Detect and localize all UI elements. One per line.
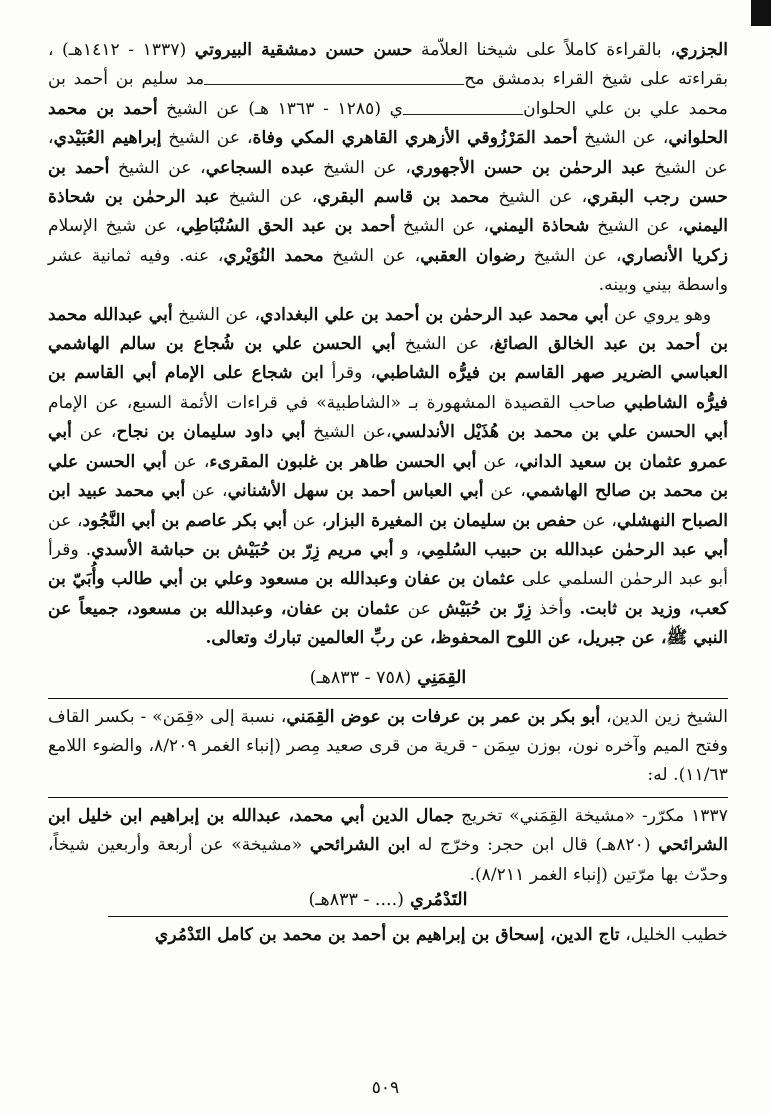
redacted-gap bbox=[204, 74, 464, 85]
name-bold: إبراهيم العُبَيْدي bbox=[53, 128, 162, 149]
text-run: ،عن الشيخ bbox=[313, 422, 392, 443]
name-bold: محمد النُوَيْري bbox=[223, 245, 324, 266]
text-run: ، عن bbox=[79, 422, 117, 443]
name-bold: أبي مريم زِرّ بن حُبَيْش بن حباشة الأسدي bbox=[91, 539, 394, 560]
tadmuri-bio-paragraph bbox=[48, 921, 728, 950]
name-bold: تاج الدين، إسحاق بن إبراهيم بن أحمد بن محمد بن كامل التَدْمُري bbox=[154, 924, 620, 945]
text-run: ، عن الشيخ bbox=[323, 157, 411, 178]
text-run: ، عن الشيخ bbox=[168, 128, 253, 149]
chain-paragraph bbox=[48, 301, 728, 654]
text-run: ، عن الشيخ bbox=[178, 304, 261, 325]
name-bold: عبد الرحمٰن بن حسن الأجهوري bbox=[410, 157, 646, 178]
name-bold: أبي عمرو عثمان بن سعيد الداني bbox=[48, 422, 728, 472]
text-run: (١٣٣٧ - ١٤١٢هـ) ، بقراءته على شيخ القراء بدمشق مح bbox=[48, 40, 728, 90]
text-run: ، عن bbox=[173, 451, 210, 472]
name-bold: عبد الرحمٰن بن شحاذة اليمني bbox=[48, 187, 728, 237]
qamani-entry-paragraph bbox=[48, 802, 728, 890]
name-bold: رضوان العقبي bbox=[420, 245, 526, 266]
intro-paragraph bbox=[48, 36, 728, 301]
text-run: ، عن bbox=[48, 510, 83, 531]
text-run: ، عن الشيخ bbox=[597, 216, 684, 237]
name-bold: أحمد بن عبد الحق السُنْبَاطِي bbox=[180, 216, 396, 237]
name-bold: أبي الحسن علي بن شُجاع بن سالم الهاشمي العباسي الضرير صهر القاسم بن فيرُّه الشاطبي bbox=[48, 334, 728, 384]
text-run: «مشيخة» عن أربعة وأربعين شيخاً، وحدّث بها مرّتين (إنباء الغمر ٨/٢١١). bbox=[48, 835, 728, 885]
name-bold: أحمد بن محمد الحلواني bbox=[48, 98, 728, 149]
name-bold: حفص بن سليمان بن المغيرة البزار bbox=[327, 510, 577, 531]
text-run: ، عن شيخ الإسلام bbox=[48, 216, 181, 237]
name-bold: عثمان بن عفان وعبدالله بن مسعود وعلي بن أبي طالب وأُبَيّ بن كعب، وزيد بن ثابت. bbox=[48, 569, 729, 619]
name-bold: ابن الشرائحي bbox=[309, 835, 411, 856]
name-bold: أبو بكر بن عمر بن عرفات بن عوض القِمَني bbox=[286, 706, 601, 727]
text-run: ، عن bbox=[582, 510, 617, 531]
name-bold: أحمد المَرْزُوقي الأزهري القاهري المكي وفاة bbox=[252, 128, 578, 149]
name-bold: أبي الحسن علي بن محمد بن صالح الهاشمي bbox=[48, 451, 729, 502]
text-run: مد سليم بن أحمد بن محمد علي بن علي الحلوان bbox=[48, 69, 729, 119]
text-run: الشيخ زين الدين، bbox=[606, 706, 728, 727]
text-run: ، عن الشيخ bbox=[584, 128, 669, 149]
name-bold: عثمان بن عفان، وعبدالله بن مسعود، جميعاً عن النبي ﷺ، عن جبريل، عن اللوح المحفوظ، عن ربِّ العالمين تبارك وتعالى. bbox=[48, 598, 728, 649]
book-page bbox=[48, 36, 728, 950]
name-bold: أبي محمد عبيد ابن الصباح النهشلي bbox=[48, 481, 728, 531]
text-run: ، عن الشيخ bbox=[117, 157, 206, 178]
redacted-gap bbox=[403, 104, 523, 115]
name-bold: أبي بكر عاصم بن أبي النَّجُود bbox=[82, 510, 288, 531]
text-run: ي (١٢٨٥ - ١٣٦٣ هـ) عن الشيخ bbox=[166, 98, 404, 119]
text-run: ١٣٣٧ مكرّر- «مشيخة القِمَني» تخريج bbox=[461, 805, 729, 826]
text-run: ، عن bbox=[490, 481, 526, 502]
section-title-tadmuri bbox=[48, 890, 728, 910]
section-title-dates: (.... - ٨٣٣هـ) bbox=[308, 889, 405, 910]
name-bold: شحاذة اليمني bbox=[489, 216, 590, 237]
section-divider bbox=[48, 698, 728, 699]
name-bold: زِرّ بن حُبَيْش bbox=[438, 598, 532, 619]
text-run: ، عن bbox=[483, 451, 520, 472]
text-run: ، عن الشيخ bbox=[533, 245, 622, 266]
name-bold: زكريا الأنصاري bbox=[621, 245, 729, 266]
entry-divider bbox=[48, 797, 728, 798]
text-run: صاحب القصيدة المشهورة بـ «الشاطبية» في قراءات الأئمة السبع، عن الإمام bbox=[48, 392, 616, 413]
text-run: ، عن الشيخ bbox=[48, 128, 728, 178]
name-bold: ابن شجاع على الإمام أبي القاسم بن فيرُّه الشاطبي bbox=[48, 363, 728, 413]
text-run: ، عن الشيخ bbox=[402, 216, 490, 237]
name-bold: أبي محمد عبد الرحمٰن بن أحمد بن علي البغدادي bbox=[260, 304, 609, 325]
text-run: ، عن bbox=[191, 481, 228, 502]
name-bold: محمد بن قاسم البقري bbox=[317, 187, 490, 208]
text-run: وهو يروي عن bbox=[614, 304, 712, 325]
text-run: عن bbox=[407, 598, 431, 619]
text-run: (٨٢٠هـ) قال ابن حجر: وخرّج له bbox=[417, 835, 651, 856]
name-bold: جمال الدين أبي محمد، عبدالله بن إبراهيم ابن خليل ابن الشرائحي bbox=[48, 805, 728, 856]
section-title-dates: (٧٥٨ - ٨٣٣هـ) bbox=[309, 667, 412, 688]
name-bold: عبده السجاعي bbox=[205, 157, 315, 178]
name-bold: أبي عبد الرحمٰن عبدالله بن حبيب السُلمِي bbox=[421, 539, 729, 560]
text-run: ، عن bbox=[292, 510, 328, 531]
page-number: ٥٠٩ bbox=[371, 1078, 400, 1098]
section-title-name: القِمَنِي bbox=[417, 667, 467, 688]
text-run: ، عنه. وفيه ثمانية عشر واسطة بيني وبينه. bbox=[48, 245, 728, 296]
text-run: ، عن الشيخ bbox=[404, 334, 495, 355]
section-divider bbox=[108, 916, 728, 917]
scan-corner-mark bbox=[751, 0, 771, 26]
section-title-name: التَدْمُري bbox=[410, 889, 468, 910]
text-run: ، بالقراءة كاملاً على شيخنا العلاّمة bbox=[421, 40, 676, 60]
section-title-qamani bbox=[48, 668, 728, 688]
qamani-bio-paragraph bbox=[48, 703, 728, 791]
text-run: ، عن الشيخ bbox=[228, 187, 318, 208]
text-run: ، عن الشيخ bbox=[498, 187, 588, 208]
name-jazari: الجزري bbox=[675, 40, 729, 60]
text-run: ، عن الشيخ bbox=[332, 245, 421, 266]
name-bold: أبي الحسن علي بن محمد بن هُذَيْل الأندلسي bbox=[391, 422, 728, 443]
name-bold: أبي العباس أحمد بن سهل الأشناني bbox=[227, 481, 484, 502]
name-bold: أحمد بن حسن رجب البقري bbox=[48, 157, 728, 208]
text-run: ، و bbox=[400, 539, 422, 560]
text-run: خطيب الخليل، bbox=[625, 924, 728, 945]
name-hasan-dimashqiyya: حسن حسن دمشقية البيروتي bbox=[194, 40, 413, 60]
text-run: ، وقرأ bbox=[331, 363, 376, 384]
name-bold: أبي الحسن طاهر بن غلبون المقرىء bbox=[209, 451, 477, 472]
name-bold: أبي داود سليمان بن نجاح bbox=[116, 422, 306, 443]
text-run: . وقرأ أبو عبد الرحمٰن السلمي على bbox=[48, 539, 728, 590]
name-bold: أبي عبدالله محمد بن أحمد بن عبد الخالق الصائغ bbox=[48, 304, 728, 355]
text-run: ، نسبة إلى «قِمَن» - بكسر القاف وفتح الميم وآخره نون، بوزن سِمَن - قرية من قرى صعيد مِصر (إنباء الغمر ٨/٢٠٩، والضوء اللامع ١١/٦٣). له: bbox=[48, 706, 729, 786]
text-run: وأخذ bbox=[539, 598, 572, 619]
